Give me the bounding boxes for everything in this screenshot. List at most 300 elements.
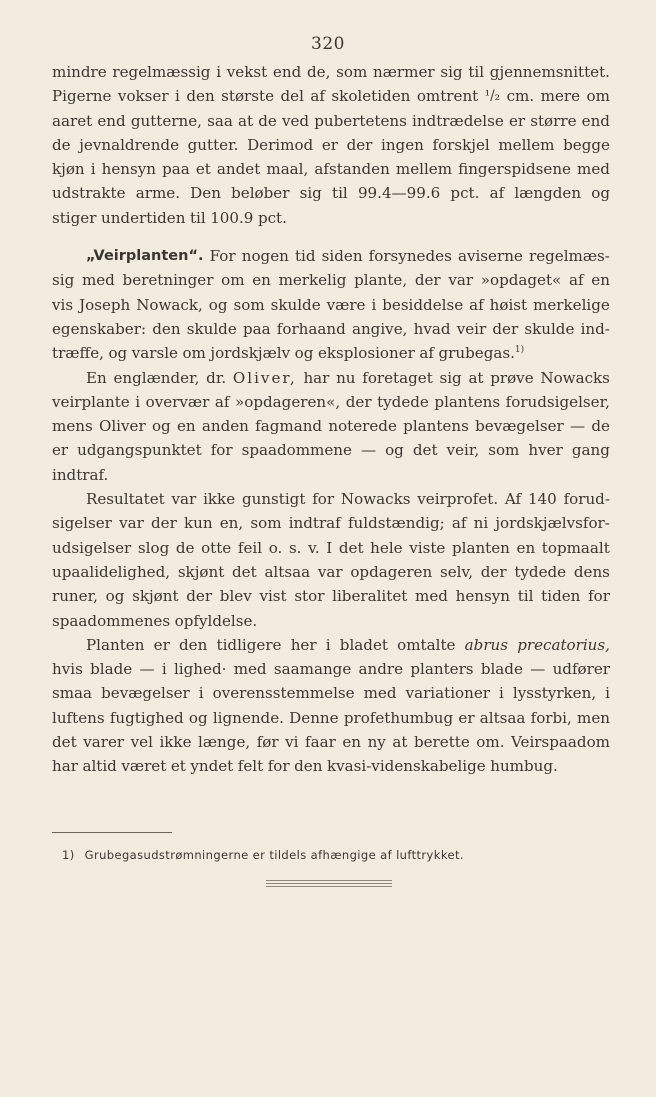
word: forhaand — [276, 319, 346, 338]
word: berette — [413, 733, 470, 752]
word: beretninger — [122, 271, 214, 290]
word: hver — [528, 441, 563, 460]
word: end — [581, 111, 610, 130]
word: til — [468, 63, 485, 81]
word: forbi, — [530, 708, 572, 727]
word: mellem — [498, 135, 555, 154]
word: nærmer — [373, 63, 435, 81]
word: som — [250, 514, 282, 533]
end-rule-top — [266, 880, 392, 881]
word: paa — [162, 160, 190, 179]
word: vel — [130, 733, 153, 752]
word: i — [325, 635, 331, 654]
word: sig — [439, 368, 462, 387]
text-line — [52, 157, 610, 181]
word: blade — [480, 660, 523, 679]
word: humbug. — [490, 757, 558, 776]
word: mere — [540, 87, 581, 106]
word: luftens — [52, 708, 105, 727]
word: aviserne — [457, 247, 523, 266]
word: og — [208, 295, 228, 314]
word: og — [385, 441, 404, 460]
text-line — [52, 181, 610, 205]
word: med — [577, 160, 610, 179]
word: saa — [207, 111, 233, 130]
word: opdageren — [350, 562, 433, 581]
word: er — [508, 111, 526, 130]
word: ni — [473, 514, 489, 533]
word: for — [267, 757, 290, 776]
word: indtraf — [288, 514, 341, 533]
word: foretaget — [362, 368, 433, 387]
word: der — [492, 319, 519, 338]
word: og — [591, 184, 610, 203]
word: skjønt — [132, 587, 179, 606]
word: hvad — [413, 319, 451, 338]
word: plantens — [403, 417, 469, 436]
word: plante, — [354, 271, 408, 290]
word: til — [332, 184, 348, 203]
word: fagmand — [255, 417, 323, 436]
word: var — [171, 490, 197, 509]
word: ind- — [580, 319, 610, 338]
word: Af — [504, 490, 522, 509]
word: jevnaldrende — [79, 135, 180, 154]
word: otte — [201, 538, 232, 557]
word: hensyn — [101, 160, 156, 179]
botanical-name-genus: abrus — [464, 635, 508, 654]
word: Joseph — [79, 295, 131, 314]
word: Derimod — [247, 135, 314, 154]
word: dens — [573, 562, 610, 581]
word: pct. — [450, 184, 480, 203]
word: veirprofet. — [417, 490, 499, 509]
text-line — [52, 390, 610, 414]
word: som — [336, 63, 368, 81]
word: sig — [52, 271, 75, 290]
word: tid — [294, 247, 316, 266]
word: veir — [456, 319, 487, 338]
word: ved — [281, 111, 310, 130]
word: mellem — [395, 160, 453, 179]
word: andre — [358, 660, 404, 679]
word: lysstyrken, — [512, 684, 597, 703]
word: skoletiden — [331, 87, 411, 106]
word: arme. — [135, 184, 180, 203]
word: lighed· — [173, 660, 227, 679]
word: i — [499, 684, 504, 703]
word: saamange — [273, 660, 352, 679]
word: blade — [90, 660, 133, 679]
text-line — [52, 84, 610, 108]
footnote-text: Grubegasudstrømningerne er tildels afhængige af lufttrykket. — [84, 848, 464, 862]
word: Den — [190, 184, 221, 203]
text-line — [52, 133, 610, 157]
word: grubegas.$^{1)}$ — [438, 344, 525, 363]
word: og — [151, 417, 171, 436]
word: en, — [219, 514, 244, 533]
paragraph-gap — [52, 230, 610, 244]
word: at — [392, 733, 408, 752]
botanical-name-species: precatorius, — [517, 635, 610, 654]
word: om. — [476, 733, 505, 752]
end-rule-bottom — [266, 886, 392, 887]
word: med — [415, 587, 448, 606]
word: veirplante — [52, 392, 130, 411]
word: nogen — [241, 247, 289, 266]
word: viste — [409, 538, 446, 557]
word: mindre — [52, 63, 107, 81]
word: bevægelser — [475, 417, 564, 436]
word: gang — [571, 441, 610, 460]
word: om — [586, 87, 610, 106]
word: tidligere — [216, 635, 282, 654]
word: nu — [336, 368, 356, 387]
word: Pigerne — [52, 87, 112, 106]
word: omtalte — [397, 635, 456, 654]
word: felt — [237, 757, 264, 776]
word: med — [81, 271, 115, 290]
word: indtraf. — [52, 465, 109, 484]
word: pct. — [257, 208, 287, 227]
word: — — [530, 660, 546, 679]
word: men — [577, 708, 610, 727]
word: det — [338, 538, 364, 557]
word: det — [232, 562, 257, 581]
word: regelmæssig — [112, 63, 211, 81]
name-oliver: Oliver, — [232, 368, 297, 387]
word: Nowacks — [340, 490, 411, 509]
word: kvasi-videnskabelige — [326, 757, 486, 776]
word: her — [290, 635, 317, 654]
word: kjøn — [52, 160, 85, 179]
word: af — [469, 295, 484, 314]
word: tydede — [514, 562, 567, 581]
word: tydede — [377, 392, 429, 411]
word: spaadommenes — [52, 611, 171, 630]
text-line — [52, 341, 610, 365]
word: med — [233, 660, 267, 679]
word: i — [198, 684, 204, 703]
word: maal, — [266, 160, 309, 179]
word: begge — [563, 135, 610, 154]
page-number: 320 — [311, 34, 345, 54]
footnote-ref: 1) — [514, 345, 525, 356]
word: i — [135, 392, 141, 411]
word: af — [451, 514, 467, 533]
word: til — [517, 587, 534, 606]
word: Planten — [86, 635, 145, 654]
word: af — [214, 392, 230, 411]
word: o. — [268, 538, 283, 557]
word: det — [412, 441, 438, 460]
word: 140 — [527, 490, 557, 509]
footnote-divider — [52, 832, 172, 833]
word: været — [121, 757, 167, 776]
word: forud- — [563, 490, 610, 509]
word: et — [195, 160, 211, 179]
word: og — [108, 344, 128, 363]
word: udfører — [552, 660, 610, 679]
word: lignende. — [212, 708, 284, 727]
word: der — [346, 135, 373, 154]
text-line — [52, 244, 610, 268]
word: andet — [216, 160, 261, 179]
word: en — [591, 271, 610, 290]
word: i — [90, 160, 96, 179]
word: upaalidelighed, — [52, 562, 171, 581]
word: var — [448, 271, 474, 290]
text-line — [52, 487, 610, 511]
word: har — [52, 757, 78, 776]
text-line — [52, 414, 610, 438]
text-line — [52, 317, 610, 341]
word: varer — [83, 733, 125, 752]
word: merkelig — [278, 271, 347, 290]
word: englænder, — [113, 368, 200, 387]
word: en — [516, 538, 536, 557]
word: jordskjælv — [210, 344, 291, 363]
word: gunstigt — [241, 490, 306, 509]
word: En — [86, 368, 107, 387]
word: anden — [201, 417, 249, 436]
word: prøve — [490, 368, 534, 387]
word: Nowack, — [136, 295, 203, 314]
word: for — [588, 587, 610, 606]
word: og — [188, 708, 208, 727]
word: fuldstændig; — [347, 514, 445, 533]
word: besiddelse — [382, 295, 464, 314]
word: undertiden — [100, 208, 186, 227]
word: yndet — [190, 757, 234, 776]
word: er — [321, 135, 338, 154]
word: i — [175, 87, 180, 106]
word: større — [530, 111, 577, 130]
word: s. — [288, 538, 302, 557]
word: vist — [259, 587, 287, 606]
word: de — [591, 417, 610, 436]
word: del — [280, 87, 304, 106]
word: den — [179, 635, 208, 654]
word: hensyn — [455, 587, 511, 606]
word: i — [216, 63, 222, 81]
word: ny — [367, 733, 386, 752]
word: af — [419, 344, 434, 363]
word: de — [175, 538, 195, 557]
word: for — [312, 490, 335, 509]
fraction: ¹/₂ — [484, 88, 501, 105]
word: regelmæs- — [528, 247, 610, 266]
word: skjønt — [177, 562, 225, 581]
word: sig — [440, 63, 463, 81]
word: planten — [451, 538, 510, 557]
text-line — [52, 60, 610, 84]
word: profethumbug — [343, 708, 454, 727]
word: 99.4—99.6 — [357, 184, 441, 203]
text-line — [52, 109, 610, 133]
word: udstrakte — [52, 184, 126, 203]
word: pubertetens — [314, 111, 407, 130]
word: en — [252, 271, 271, 290]
word: end — [97, 111, 126, 130]
word: vekst — [226, 63, 268, 81]
word: paa — [242, 319, 271, 338]
word: udsigelser — [52, 538, 132, 557]
word: være — [326, 295, 366, 314]
text-line — [52, 730, 610, 754]
word: plantens — [434, 392, 501, 411]
word: gutter. — [187, 135, 239, 154]
word: — — [360, 441, 377, 460]
word: skulde — [186, 319, 237, 338]
word: den — [152, 319, 181, 338]
word: høist — [489, 295, 528, 314]
text-line — [52, 609, 610, 633]
section-heading: „Veirplanten“. — [86, 248, 204, 265]
word: det — [52, 733, 77, 752]
word: hvis — [52, 660, 83, 679]
text-line — [52, 206, 610, 230]
word: af — [568, 271, 584, 290]
word: af — [489, 184, 505, 203]
word: altsaa — [264, 562, 311, 581]
word: forskjel — [432, 135, 490, 154]
text-line — [52, 366, 610, 390]
word: af — [310, 87, 325, 106]
word: for — [210, 441, 233, 460]
word: de — [258, 111, 277, 130]
text-line — [52, 633, 610, 657]
word: der — [150, 514, 177, 533]
word: beløber — [231, 184, 290, 203]
word: en — [342, 733, 362, 752]
word: cm. — [506, 87, 535, 106]
word: planters — [410, 660, 474, 679]
word: ingen — [381, 135, 424, 154]
word: der — [186, 587, 213, 606]
word: med — [363, 684, 397, 703]
word: fugtighed — [109, 708, 184, 727]
word: som — [233, 295, 265, 314]
word: stor — [294, 587, 325, 606]
word: skulde — [524, 319, 575, 338]
text-line — [52, 268, 610, 292]
word: fingerspidsene — [458, 160, 571, 179]
word: egenskaber: — [52, 319, 147, 338]
word: var — [317, 562, 343, 581]
word: længden — [514, 184, 582, 203]
word: og — [105, 587, 125, 606]
word: merkelige — [533, 295, 610, 314]
word: om — [221, 271, 245, 290]
word: vis — [52, 295, 74, 314]
word: overensstemmelse — [212, 684, 355, 703]
word: Nowacks — [540, 368, 610, 387]
word: topmaalt — [541, 538, 610, 557]
word: Veirspaadom — [511, 733, 610, 752]
word: afstanden — [314, 160, 390, 179]
word: er — [52, 441, 69, 460]
word: gjennemsnittet. — [489, 63, 610, 81]
word: For — [209, 247, 236, 266]
word: altid — [82, 757, 117, 776]
word: træffe, — [52, 344, 104, 363]
text-line — [52, 511, 610, 535]
word: har — [303, 368, 330, 387]
word: — — [569, 417, 586, 436]
word: noterede — [328, 417, 397, 436]
end-rule-middle — [266, 883, 392, 884]
word: overvær — [145, 392, 210, 411]
word: jordskjælvsfor- — [495, 514, 610, 533]
word: i — [605, 684, 610, 703]
word: slog — [137, 538, 170, 557]
word: variationer — [405, 684, 490, 703]
text-line — [52, 536, 610, 560]
word: mens — [52, 417, 93, 436]
word: og — [294, 344, 314, 363]
word: opfyldelse. — [174, 611, 258, 630]
text-line — [52, 706, 610, 730]
word: veir, — [446, 441, 480, 460]
word: v. — [308, 538, 320, 557]
word: gutterne, — [130, 111, 202, 130]
word: sigelser — [52, 514, 112, 533]
word: en — [176, 417, 196, 436]
word: altsaa — [479, 708, 526, 727]
word: de — [52, 135, 71, 154]
word: 100.9 — [210, 208, 254, 227]
word: indtrædelse — [412, 111, 504, 130]
body-text — [52, 60, 610, 779]
word: — — [139, 660, 155, 679]
word: før — [256, 733, 279, 752]
word: bevægelser — [101, 684, 190, 703]
word: sig — [299, 184, 322, 203]
word: skulde — [270, 295, 321, 314]
word: smaa — [52, 684, 93, 703]
word: vokser — [117, 87, 169, 106]
text-line — [52, 293, 610, 317]
footnote — [62, 848, 602, 862]
text-line — [52, 754, 610, 778]
word: om — [182, 344, 206, 363]
word: spaadommene — [241, 441, 352, 460]
text-line — [52, 657, 610, 681]
text-line — [52, 584, 610, 608]
word: blev — [219, 587, 252, 606]
word: til — [189, 208, 206, 227]
word: kun — [183, 514, 213, 533]
word: I — [326, 538, 333, 557]
word: forudsigelser, — [505, 392, 610, 411]
word: i — [371, 295, 377, 314]
text-line — [52, 463, 610, 487]
word: dr. — [206, 368, 227, 387]
text-line — [52, 560, 610, 584]
word: tiden — [541, 587, 581, 606]
word: siden — [321, 247, 363, 266]
text-line — [52, 438, 610, 462]
word: udgangspunktet — [77, 441, 202, 460]
word: Resultatet — [86, 490, 165, 509]
text-line — [52, 681, 610, 705]
word: end — [272, 63, 302, 81]
word: stiger — [52, 208, 97, 227]
word: runer, — [52, 587, 98, 606]
word: varsle — [131, 344, 178, 363]
word: at — [468, 368, 484, 387]
